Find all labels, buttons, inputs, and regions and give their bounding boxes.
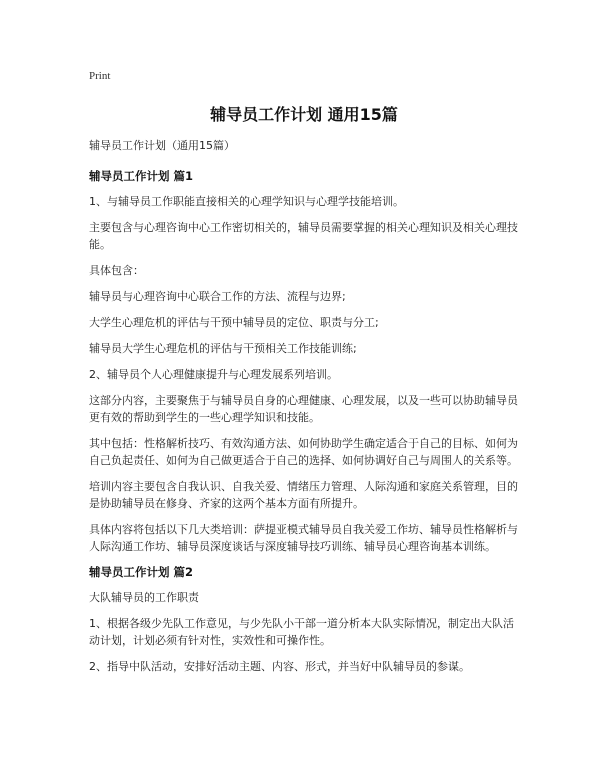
paragraph: 2、辅导员个人心理健康提升与心理发展系列培训。 (89, 368, 338, 381)
paragraph: 培训内容主要包含自我认识、自我关爱、情绪压力管理、人际沟通和家庭关系管理，目的是协助辅导员在修身、齐家的这两个基本方面有所提升。 (89, 480, 518, 510)
print-label[interactable]: Print (89, 70, 111, 82)
paragraph: 辅导员大学生心理危机的评估与干预相关工作技能训练; (89, 342, 357, 355)
paragraph: 1、与辅导员工作职能直接相关的心理学知识与心理学技能培训。 (89, 195, 404, 208)
paragraph: 辅导员与心理咨询中心联合工作的方法、流程与边界; (89, 290, 346, 303)
paragraph: 2、指导中队活动，安排好活动主题、内容、形式，并当好中队辅导员的参谋。 (89, 660, 470, 673)
paragraph: 具体内容将包括以下几大类培训：萨提亚模式辅导员自我关爱工作坊、辅导员性格解析与人际沟通工作坊、辅导员深度谈话与深度辅导技巧训练、辅导员心理咨询基本训练。 (89, 523, 518, 553)
paragraph: 这部分内容，主要聚焦于与辅导员自身的心理健康、心理发展，以及一些可以协助辅导员更有效的帮助到学生的一些心理学知识和技能。 (89, 394, 518, 424)
section-heading-1: 辅导员工作计划 篇1 (89, 169, 194, 183)
document-title: 辅导员工作计划 通用15篇 (210, 105, 398, 124)
document-subtitle: 辅导员工作计划（通用15篇） (89, 139, 235, 152)
document-page (89, 68, 519, 684)
paragraph: 其中包括：性格解析技巧、有效沟通方法、如何协助学生确定适合于自己的目标、如何为自己负起责任、如何为自己做更适合于自己的选择、如何协调好自己与周围人的关系等。 (89, 437, 518, 467)
paragraph: 1、根据各级少先队工作意见，与少先队小干部一道分析本大队实际情况，制定出大队活动计划，计划必须有针对性，实效性和可操作性。 (89, 617, 514, 647)
paragraph: 大学生心理危机的评估与干预中辅导员的定位、职责与分工; (89, 316, 379, 329)
paragraph: 大队辅导员的工作职责 (89, 591, 199, 604)
paragraph: 主要包含与心理咨询中心工作密切相关的，辅导员需要掌握的相关心理知识及相关心理技能。 (89, 221, 518, 251)
section-heading-2: 辅导员工作计划 篇2 (89, 565, 194, 579)
paragraph: 具体包含： (89, 264, 144, 277)
